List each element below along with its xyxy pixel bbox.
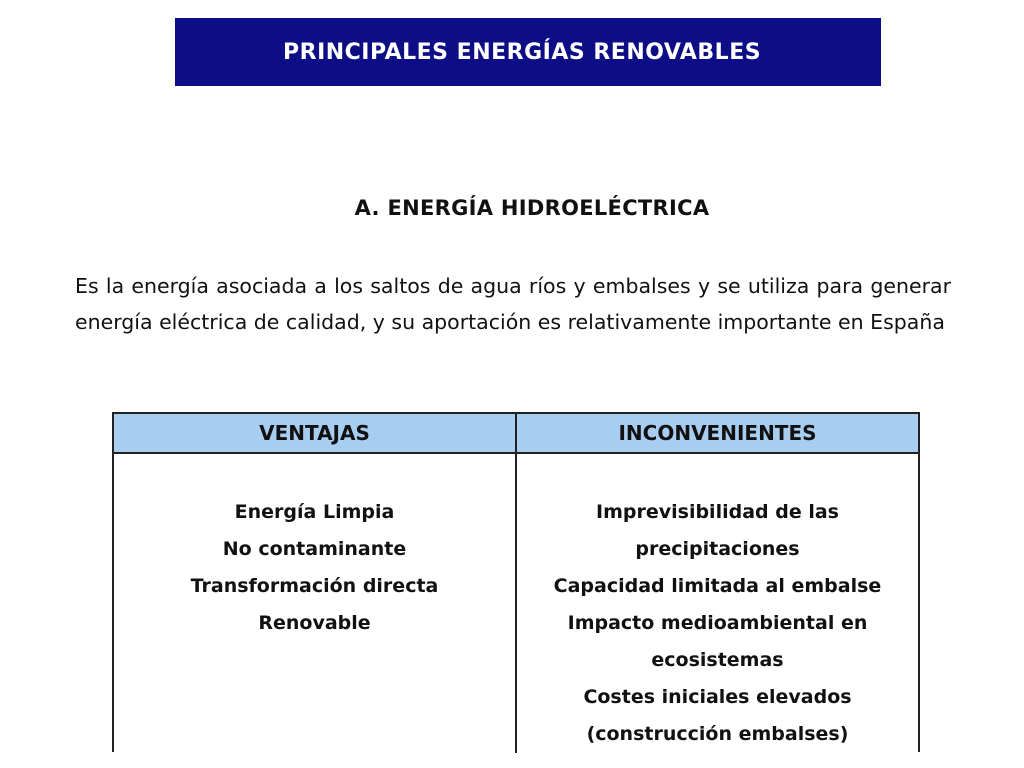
inconvenientes-list <box>523 494 912 753</box>
list-item: Capacidad limitada al embalse <box>553 575 882 597</box>
list-item: No contaminante <box>222 538 407 560</box>
list-item: Energía Limpia <box>234 501 395 523</box>
ventajas-list <box>120 494 509 642</box>
list-item: Imprevisibilidad de las precipitaciones <box>596 501 839 560</box>
inconvenientes-cell <box>516 453 918 753</box>
list-item: Costes iniciales elevados (construcción embalses) <box>583 686 852 745</box>
list-item: Impacto medioambiental en ecosistemas <box>567 612 868 671</box>
page-title: PRINCIPALES ENERGÍAS RENOVABLES <box>283 39 762 65</box>
table-row <box>114 453 918 753</box>
pros-cons-table <box>114 414 918 753</box>
pros-cons-table-wrapper <box>112 412 920 752</box>
table-header-row <box>114 414 918 453</box>
title-banner <box>175 18 881 86</box>
list-item: Renovable <box>258 612 371 634</box>
column-header-ventajas: VENTAJAS <box>114 414 516 453</box>
intro-paragraph: Es la energía asociada a los saltos de agua ríos y embalses y se utiliza para generar energía eléctrica de calidad, y su aportación es relativamente importante en España <box>75 274 951 334</box>
section-heading: A. ENERGÍA HIDROELÉCTRICA <box>354 196 710 220</box>
ventajas-cell <box>114 453 516 753</box>
list-item: Transformación directa <box>190 575 439 597</box>
column-header-inconvenientes: INCONVENIENTES <box>516 414 918 453</box>
